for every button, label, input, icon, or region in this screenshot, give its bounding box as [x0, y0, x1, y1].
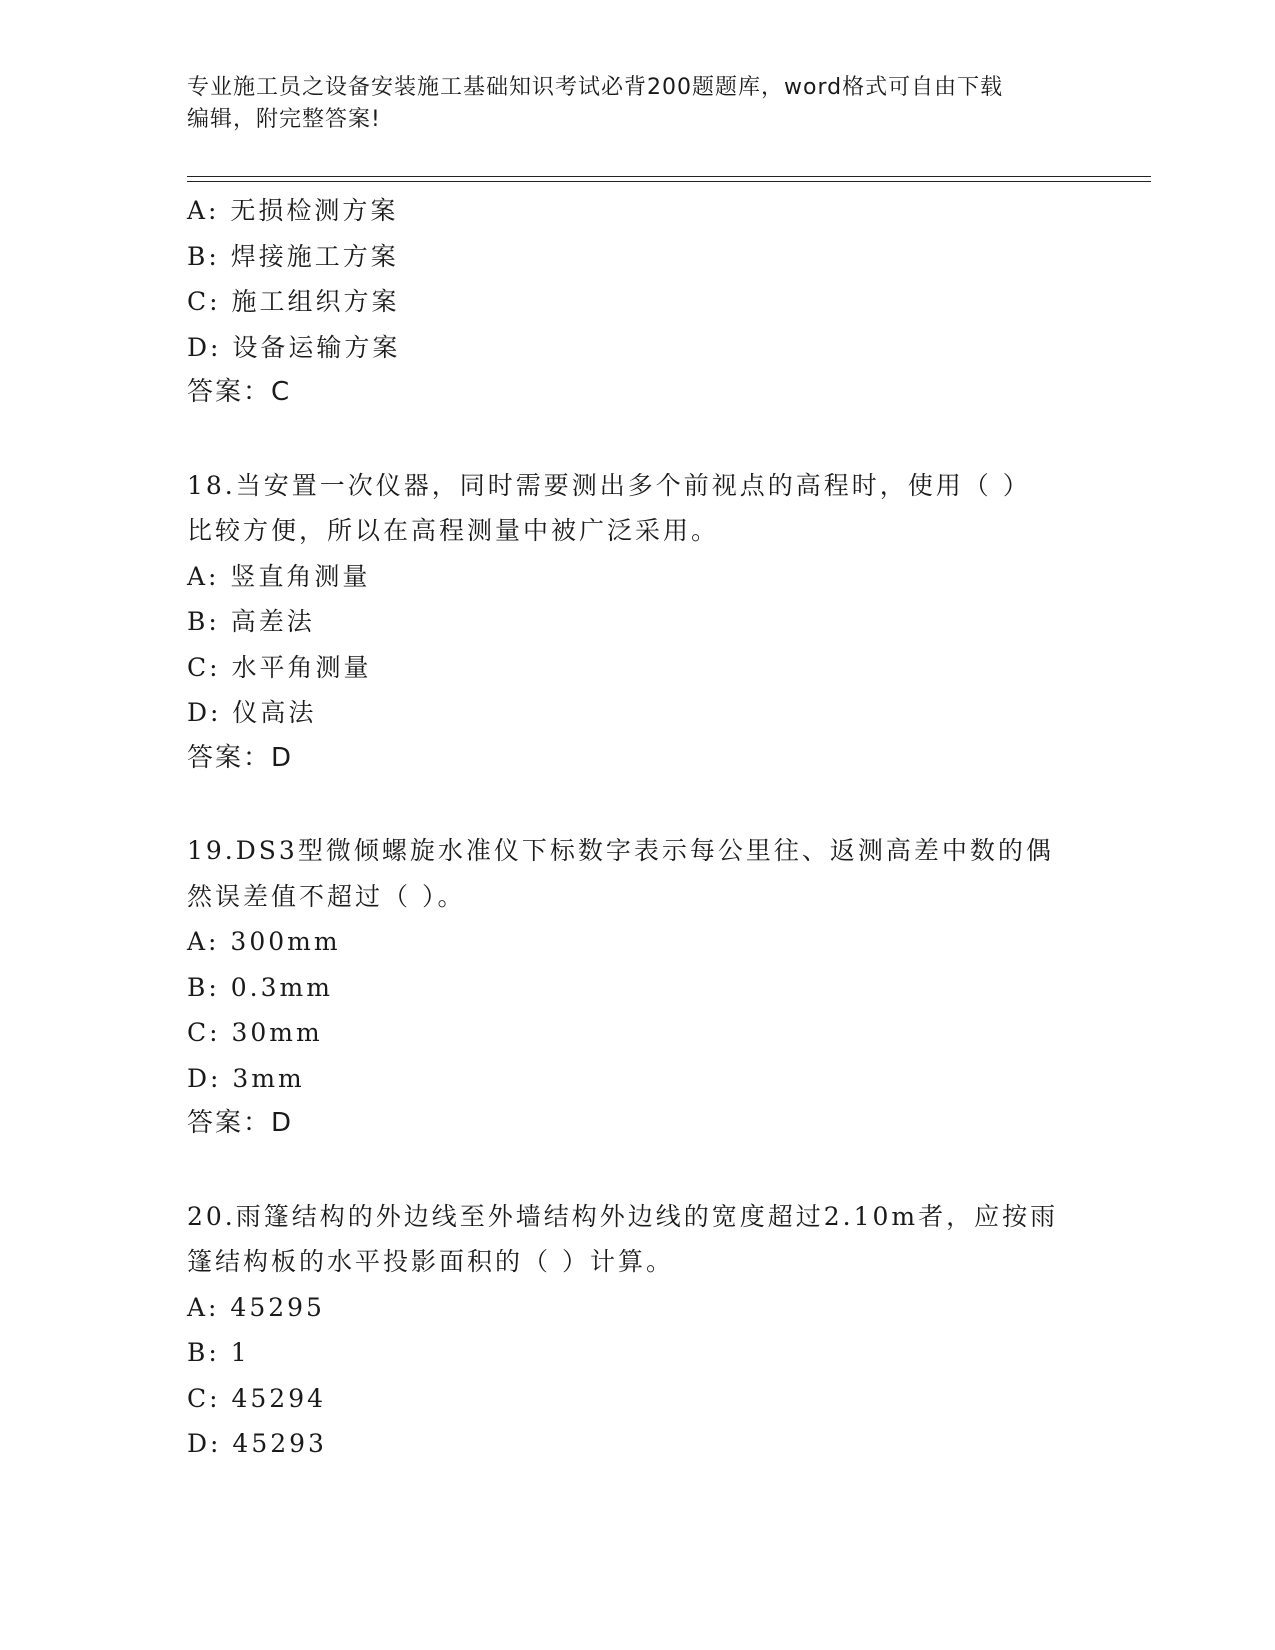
answer-label: 答案：C — [187, 377, 292, 407]
option-d: D: 45293 — [187, 1429, 327, 1458]
question-17 — [187, 188, 1087, 416]
document-header — [187, 72, 1067, 136]
answer-label: 答案：D — [187, 742, 294, 773]
option-b: B: 焊接施工方案 — [187, 241, 399, 271]
option-c: C: 水平角测量 — [187, 652, 372, 682]
header-divider-top — [187, 176, 1151, 177]
question-stem-line-2: 比较方便，所以在高程测量中被广泛采用。 — [187, 516, 720, 545]
option-a: A: 竖直角测量 — [187, 561, 371, 591]
question-stem-line-1: 20.雨篷结构的外边线至外墙结构外边线的宽度超过2.10m者，应按雨 — [187, 1201, 1059, 1231]
question-stem-line-1: 18.当安置一次仪器，同时需要测出多个前视点的高程时，使用（ ） — [187, 470, 1031, 500]
question-stem-line-1: 19.DS3型微倾螺旋水准仪下标数字表示每公里往、返测高差中数的偶 — [187, 836, 1054, 865]
option-c: C: 30mm — [187, 1018, 323, 1047]
option-d: D: 3mm — [187, 1063, 305, 1093]
option-d: D: 设备运输方案 — [187, 332, 401, 362]
question-20 — [187, 1194, 1087, 1467]
answer-label: 答案：D — [187, 1108, 294, 1138]
option-a: A: 45295 — [187, 1292, 325, 1322]
option-b: B: 1 — [187, 1338, 250, 1367]
header-divider-bottom — [187, 181, 1151, 182]
question-stem-line-2: 然误差值不超过（ ）。 — [187, 881, 466, 911]
question-list — [187, 188, 1087, 1467]
option-b: B: 高差法 — [187, 607, 315, 636]
option-a: A: 300mm — [187, 927, 341, 956]
question-19 — [187, 828, 1087, 1147]
option-d: D: 仪高法 — [187, 698, 317, 727]
option-c: C: 45294 — [187, 1383, 327, 1413]
spacer — [187, 1147, 1087, 1194]
option-c: C: 施工组织方案 — [187, 287, 400, 316]
question-18 — [187, 463, 1087, 782]
spacer — [187, 416, 1087, 463]
header-title-line-1: 专业施工员之设备安装施工基础知识考试必背200题题库，word格式可自由下载 — [187, 75, 1004, 100]
option-b: B: 0.3mm — [187, 972, 333, 1002]
spacer — [187, 781, 1087, 828]
header-title-line-2: 编辑，附完整答案! — [187, 107, 381, 132]
question-stem-line-2: 篷结构板的水平投影面积的（ ）计算。 — [187, 1247, 674, 1276]
option-a: A: 无损检测方案 — [187, 196, 399, 225]
